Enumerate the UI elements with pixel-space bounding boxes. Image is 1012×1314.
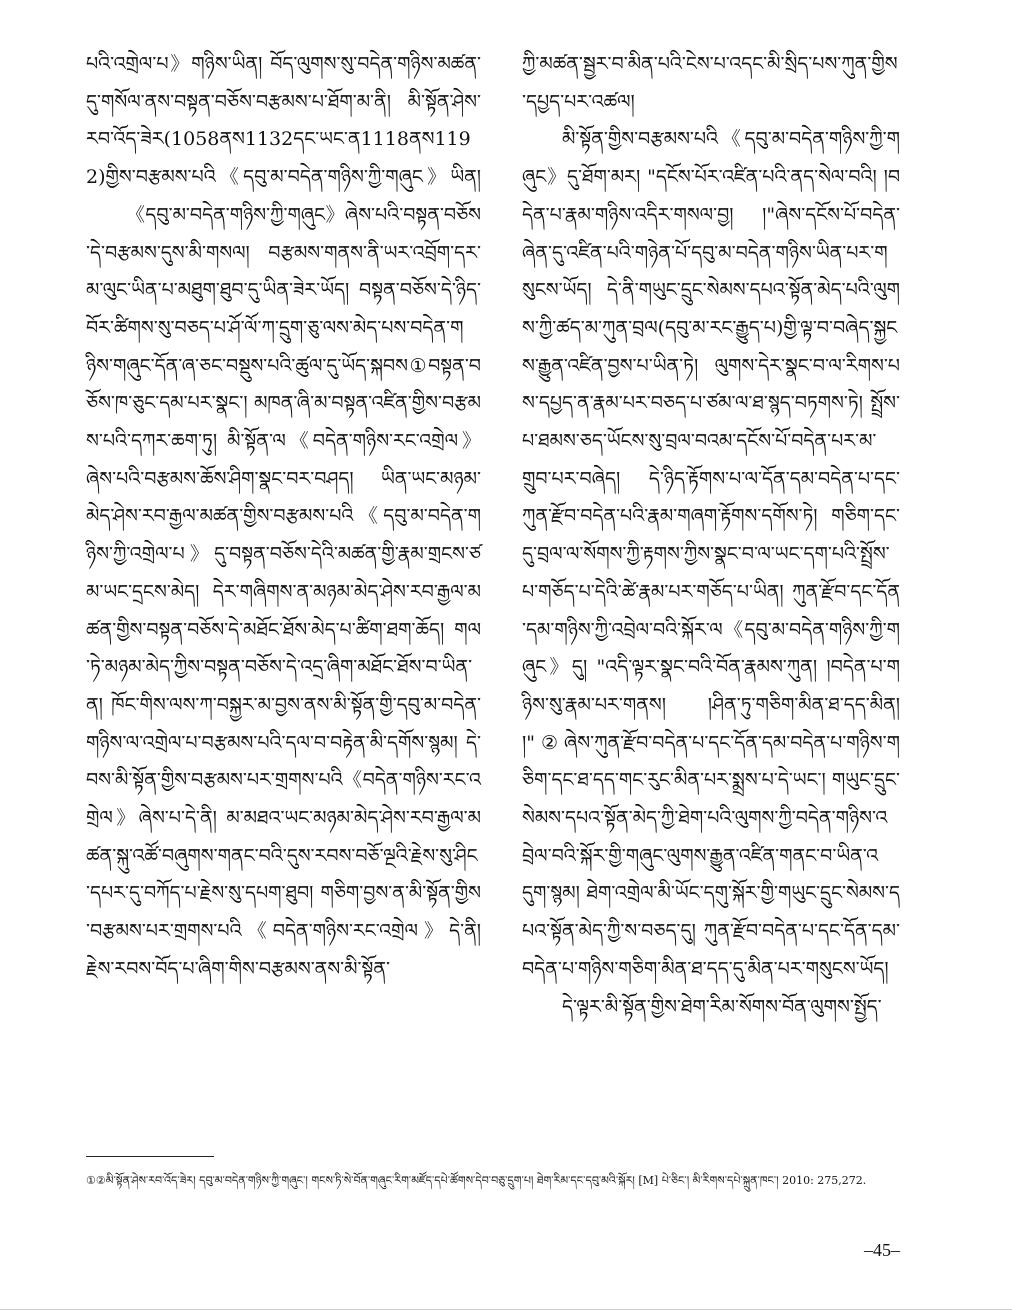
footnote-markers: ①②	[86, 1174, 106, 1187]
right-paragraph-3: དེ་ལྟར་མི་སྟོན་གྱིས་ཐེག་རིམ་སོགས་བོན་ལུགས་སྤྱོད་	[562, 995, 882, 1018]
left-column	[86, 46, 481, 989]
footnote-text: མི་སྟོན་ཤེས་རབ་འོད་ཟེར། དབུ་མ་བདེན་གཉིས་ཀྱི་གཞུང་། གངས་ཏི་སེ་བོན་གཞུང་རིག་མཛོད་དཔེ་ཚོགས་དེབ་བཅུ་དྲུག་པ། ཐེག་རིམ་དང་དབུ་མའི་སྐོར། [M] པེ་ཅིང་། མི་རིགས་དཔེ་སྐྲུན་ཁང་། 2010: 275,272.	[105, 1174, 867, 1187]
footnote-divider	[86, 1156, 214, 1157]
right-paragraph-2: མི་སྟོན་གྱིས་བརྩམས་པའི《དབུ་མ་བདེན་གཉིས་ཀྱི་གཞུང》དུ་ཐོག་མར། "དངོས་པོར་འཛིན་པའི་ནད་སེལ་བའི། །བདེན་པ་རྣམ་གཉིས་འདིར་གསལ་བྱ། །"ཞེས་དངོས་པོ་བདེན་ཞེན་དུ་འཛིན་པའི་གཉེན་པོ་དབུ་མ་བདེན་གཉིས་ཡིན་པར་གསུངས་ཡོད། དེ་ནི་གཡུང་དྲུང་སེམས་དཔའ་སྟོན་མེད་པའི་ལུགས་ཀྱི་ཚད་མ་ཀུན་བྲལ(དབུ་མ་རང་རྒྱུད་པ)གྱི་ལྟ་བ་བཞེད་སྐྱངས་རྒྱུན་འཛིན་བྱས་པ་ཡིན་ཏེ། ལུགས་དེར་སྣང་བ་ལ་རིགས་པས་དཔྱད་ན་རྣམ་པར་བཅད་པ་ཙམ་ལ་ཐ་སྙད་བཏགས་ཏེ། སྤྲོས་པ་ཐམས་ཅད་ཡོངས་སུ་བྲལ་བའམ་དངོས་པོ་བདེན་པར་མ་གྲུབ་པར་བཞེད། དེ་ཉིད་རྟོགས་པ་ལ་དོན་དམ་བདེན་པ་དང་ཀུན་རྫོབ་བདེན་པའི་རྣམ་གཞག་རྟོགས་དགོས་ཏེ། གཅིག་དང་དུ་བྲལ་ལ་སོགས་ཀྱི་རྟགས་ཀྱིས་སྣང་བ་ལ་ཡང་དག་པའི་སྤྲོས་པ་གཅོད་པ་དེའི་ཚེ་རྣམ་པར་གཅོད་པ་ཡིན། ཀུན་རྫོབ་དང་དོན་དམ་གཉིས་ཀྱི་འབྲེལ་བའི་སྐོར་ལ《དབུ་མ་བདེན་གཉིས་ཀྱི་གཞུང》དུ། "འདི་ལྟར་སྣང་བའི་བོན་རྣམས་ཀུན། །བདེན་པ་གཉིས་སུ་རྣམ་པར་གནས། །ཤིན་ཏུ་གཅིག་མིན་ཐ་དད་མིན། །"②ཞེས་ཀུན་རྫོབ་བདེན་པ་དང་དོན་དམ་བདེན་པ་གཉིས་གཅིག་དང་ཐ་དད་གང་རུང་མིན་པར་སྨྲས་པ་དེ་ཡང་། གཡུང་དྲུང་སེམས་དཔའ་སྟོན་མེད་ཀྱི་ཐེག་པའི་ལུགས་ཀྱི་བདེན་གཉིས་འབྲེལ་བའི་སྐོར་གྱི་གཞུང་ལུགས་རྒྱུན་འཛིན་གནང་བ་ཡིན་འདུག་སྙམ། ཐེག་འགྲེལ་མི་ཡོང་དགུ་སྐོར་གྱི་གཡུང་དྲུང་སེམས་དཔའ་སྟོན་མེད་ཀྱི་ས་བཅད་དུ། ཀུན་རྫོབ་བདེན་པ་དང་དོན་དམ་བདེན་པ་གཉིས་གཅིག་མིན་ཐ་དད་དུ་མིན་པར་གསུངས་ཡོད།	[522, 128, 900, 980]
right-column	[522, 46, 900, 1026]
page-bottom-edge	[0, 1309, 1012, 1310]
left-paragraph-1: པའི་འགྲེལ་པ》གཉིས་ཡིན། བོད་ལུགས་སུ་བདེན་གཉིས་མཚན་དུ་གསོལ་ནས་བསྟན་བཅོས་བརྩམས་པ་ཐོག་མ་ནི། མི་སྟོན་ཤེས་རབ་འོད་ཟེར(1058ནས1132དང་ཡང་ན1118ནས1192)གྱིས་བརྩམས་པའི《དབུ་མ་བདེན་གཉིས་ཀྱི་གཞུང》ཡིན།	[86, 53, 481, 189]
footnote	[86, 1170, 900, 1192]
right-paragraph-1: ཀྱི་མཚན་སྦྱར་བ་མིན་པའི་ངེས་པ་འདང་མི་སྲིད་པས་ཀུན་གྱིས་དཔྱད་པར་འཚལ།	[522, 53, 898, 113]
page-number: –45–	[864, 1240, 900, 1260]
left-paragraph-2: 《དབུ་མ་བདེན་གཉིས་ཀྱི་གཞུང》ཞེས་པའི་བསྟན་བཅོས་དེ་བརྩམས་དུས་མི་གསལ། བརྩམས་གནས་ནི་ཡར་འབྲོག་དར་མ་ལུང་ཡིན་པ་མཐུག་ཐུབ་དུ་ཡིན་ཟེར་ཡོད། བསྟན་བཅོས་དེ་ཉིད་བོར་ཚིགས་སུ་བཅད་པ་ཤོ་ལོ་ཀ་དྲུག་ཅུ་ལས་མེད་པས་བདེན་གཉིས་གཞུང་དོན་ཞ་ཅང་བསྡུས་པའི་ཚུལ་དུ་ཡོད་སྐབས①བསྟན་བཅོས་ཁ་ཅུང་དམ་པར་སྣང་། མཁན་ཞི་མ་བསྟན་འཛིན་གྱིས་བརྩམས་པའི་དཀར་ཆག་ཏུ། མི་སྟོན་ལ《བདེན་གཉིས་རང་འགྲེལ》ཞེས་པའི་བརྩམས་ཆོས་ཤིག་སྣང་བར་བཤད། ཡིན་ཡང་མཉམ་མེད་ཤེས་རབ་རྒྱལ་མཚན་གྱིས་བརྩམས་པའི《དབུ་མ་བདེན་གཉིས་ཀྱི་འགྲེལ་པ》དུ་བསྟན་བཅོས་དེའི་མཚན་གྱི་རྣམ་གྲངས་ཙམ་ཡང་དྲངས་མེད། དེར་གཞིགས་ན་མཉམ་མེད་ཤེས་རབ་རྒྱལ་མཚན་གྱིས་བསྟན་བཅོས་དེ་མཐོང་ཐོས་མེད་པ་ཚིག་ཐག་ཆོད། གལ་ཏེ་མཉམ་མེད་ཀྱིས་བསྟན་བཅོས་དེ་འདྲ་ཞིག་མཐོང་ཐོས་བ་ཡིན་ན། ཁོང་གིས་ལས་ཀ་བསྐྱར་མ་བྱས་ནས་མི་སྟོན་གྱི་དབུ་མ་བདེན་གཉིས་ལ་འགྲེལ་པ་བརྩམས་པའི་དལ་བ་བརྟེན་མི་དགོས་སྙམ། དེ་བས་མི་སྟོན་གྱིས་བརྩམས་པར་གྲགས་པའི《བདེན་གཉིས་རང་འགྲེལ》ཞེས་པ་དེ་ནི། མ་མཐའ་ཡང་མཉམ་མེད་ཤེས་རབ་རྒྱལ་མཚན་སྐུ་འཚོ་བཞུགས་གནང་བའི་དུས་རབས་བཅོ་ལྔའི་རྗེས་སུ་ཤིང་དཔར་དུ་བཀོད་པ་རྗེས་སུ་དཔག་ཐུབ། གཅིག་བྱས་ན་མི་སྟོན་གྱིས་བརྩམས་པར་གྲགས་པའི《བདེན་གཉིས་རང་འགྲེལ》དེ་ནི། རྗེས་རབས་བོད་པ་ཞིག་གིས་བརྩམས་ནས་མི་སྟོན་	[86, 203, 481, 980]
